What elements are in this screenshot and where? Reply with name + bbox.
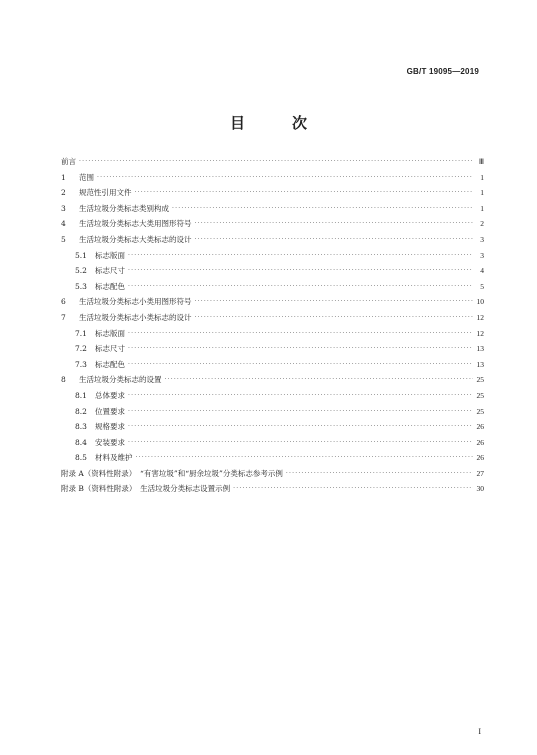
toc-entry-page: 12 — [476, 328, 484, 338]
toc-leader-dots — [128, 388, 473, 404]
toc-entry-number: 7.1 — [75, 328, 87, 338]
toc-entry[interactable] — [61, 481, 484, 497]
page-title: 目 次 — [229, 114, 323, 132]
toc-entry-label: 生活垃圾分类标志大类标志的设计 — [79, 234, 192, 244]
toc-entry-page: 26 — [476, 422, 484, 432]
toc-entry-page: 3 — [480, 234, 484, 244]
toc-entry[interactable] — [61, 232, 484, 248]
toc-leader-dots — [128, 279, 473, 295]
toc-leader-dots — [195, 216, 474, 232]
toc-leader-dots — [128, 404, 473, 420]
toc-entry-number: 1 — [61, 172, 66, 182]
toc-entry-label: 生活垃圾分类标志小类标志的设计 — [79, 312, 192, 322]
toc-entry-number: 3 — [61, 203, 66, 213]
toc-entry-label: 范围 — [79, 172, 94, 182]
toc-entry-number: 7.3 — [75, 359, 87, 369]
toc-entry-label: 位置要求 — [95, 406, 125, 416]
toc-entry-label: 安装要求 — [95, 437, 125, 447]
toc-entry-number: 2 — [61, 188, 66, 198]
toc-entry-label: 标志尺寸 — [95, 266, 125, 276]
toc-leader-dots — [97, 170, 473, 186]
toc-entry-label: 标志配色 — [95, 359, 125, 369]
toc-entry[interactable] — [61, 279, 484, 295]
toc-entry-page: 26 — [476, 437, 484, 447]
toc-entry-number: 8.5 — [75, 453, 87, 463]
toc-entry-number: 8.2 — [75, 406, 87, 416]
toc-leader-dots — [195, 232, 474, 248]
toc-entry-label: 标志配色 — [95, 281, 125, 291]
toc-leader-dots — [165, 372, 474, 388]
toc-leader-dots — [128, 341, 473, 357]
toc-entry-page: 25 — [476, 406, 484, 416]
toc-entry[interactable] — [61, 435, 484, 451]
toc-entry[interactable] — [61, 248, 484, 264]
toc-entry[interactable] — [61, 388, 484, 404]
toc-entry-page: 3 — [480, 250, 484, 260]
toc-leader-dots — [233, 481, 473, 497]
toc-entry-page: 12 — [476, 312, 484, 322]
toc-entry-label: 总体要求 — [95, 390, 125, 400]
toc-entry-label: 标志尺寸 — [95, 344, 125, 354]
toc-entry-page: 13 — [476, 344, 484, 354]
standard-code: GB/T 19095—2019 — [406, 67, 479, 76]
toc-entry-page: 25 — [476, 390, 484, 400]
toc-entry-label: 标志版面 — [95, 328, 125, 338]
toc-entry-number: 5.1 — [75, 250, 87, 260]
toc-entry[interactable] — [61, 294, 484, 310]
toc-entry-page: 4 — [480, 266, 484, 276]
toc-entry-page: 26 — [476, 453, 484, 463]
toc-entry[interactable] — [61, 201, 484, 217]
toc-entry[interactable] — [61, 404, 484, 420]
toc-entry[interactable] — [61, 263, 484, 279]
toc-entry-number: 8.3 — [75, 422, 87, 432]
toc-entry-number: 5.3 — [75, 281, 87, 291]
toc-entry[interactable] — [61, 372, 484, 388]
toc-entry-page: 5 — [480, 281, 484, 291]
toc-leader-dots — [128, 326, 473, 342]
toc-leader-dots — [136, 450, 474, 466]
toc-entry-page: 1 — [480, 188, 484, 198]
toc-leader-dots — [128, 263, 473, 279]
toc-entry-page: 25 — [476, 375, 484, 385]
toc-entry-number: 4 — [61, 219, 66, 229]
table-of-contents — [61, 154, 484, 497]
toc-leader-dots — [195, 310, 474, 326]
toc-entry-number: 5.2 — [75, 266, 87, 276]
toc-entry[interactable] — [61, 419, 484, 435]
page-number: I — [478, 727, 481, 736]
toc-leader-dots — [128, 419, 473, 435]
toc-entry-page: 30 — [476, 484, 484, 494]
toc-entry-number: 8.4 — [75, 437, 87, 447]
toc-entry[interactable] — [61, 466, 484, 482]
toc-entry-label: 前言 — [61, 157, 76, 166]
toc-leader-dots — [128, 357, 473, 373]
toc-leader-dots — [135, 185, 474, 201]
toc-entry[interactable] — [61, 310, 484, 326]
toc-entry[interactable] — [61, 341, 484, 357]
toc-entry-label: 生活垃圾分类标志大类用图形符号 — [79, 219, 192, 229]
toc-entry[interactable] — [61, 185, 484, 201]
toc-entry-label: 生活垃圾分类标志类别构成 — [79, 203, 169, 213]
toc-entry-page: 27 — [476, 468, 484, 478]
toc-entry-number: 7.2 — [75, 344, 87, 354]
toc-leader-dots — [195, 294, 474, 310]
toc-leader-dots — [128, 435, 473, 451]
toc-entry[interactable] — [61, 326, 484, 342]
toc-entry[interactable] — [61, 450, 484, 466]
toc-entry-label: 规范性引用文件 — [79, 188, 132, 198]
toc-entry[interactable] — [61, 154, 484, 170]
toc-entry-page: Ⅲ — [478, 157, 484, 166]
toc-entry-number: 7 — [61, 312, 66, 322]
toc-entry-number: 8 — [61, 375, 66, 385]
toc-entry-label: 附录 B（资料性附录） 生活垃圾分类标志设置示例 — [61, 484, 231, 494]
toc-leader-dots — [128, 248, 473, 264]
toc-entry-page: 1 — [480, 172, 484, 182]
toc-entry-number: 5 — [61, 234, 66, 244]
toc-entry-number: 6 — [61, 297, 66, 307]
toc-entry-label: 规格要求 — [95, 422, 125, 432]
toc-entry-page: 1 — [480, 203, 484, 213]
toc-entry[interactable] — [61, 170, 484, 186]
toc-entry-page: 10 — [476, 297, 484, 307]
toc-entry-label: 生活垃圾分类标志小类用图形符号 — [79, 297, 192, 307]
toc-entry-label: 生活垃圾分类标志的设置 — [79, 375, 162, 385]
toc-entry-page: 13 — [476, 359, 484, 369]
toc-entry-number: 8.1 — [75, 390, 87, 400]
toc-entry[interactable] — [61, 357, 484, 373]
toc-entry-page: 2 — [480, 219, 484, 229]
toc-entry-label: 附录 A（资料性附录） “有害垃圾”和“厨余垃圾”分类标志参考示例 — [61, 468, 283, 478]
toc-leader-dots — [79, 154, 473, 170]
toc-leader-dots — [286, 466, 473, 482]
toc-entry-label: 标志版面 — [95, 250, 125, 260]
toc-leader-dots — [172, 201, 473, 217]
toc-entry[interactable] — [61, 216, 484, 232]
toc-entry-label: 材料及维护 — [95, 453, 133, 463]
